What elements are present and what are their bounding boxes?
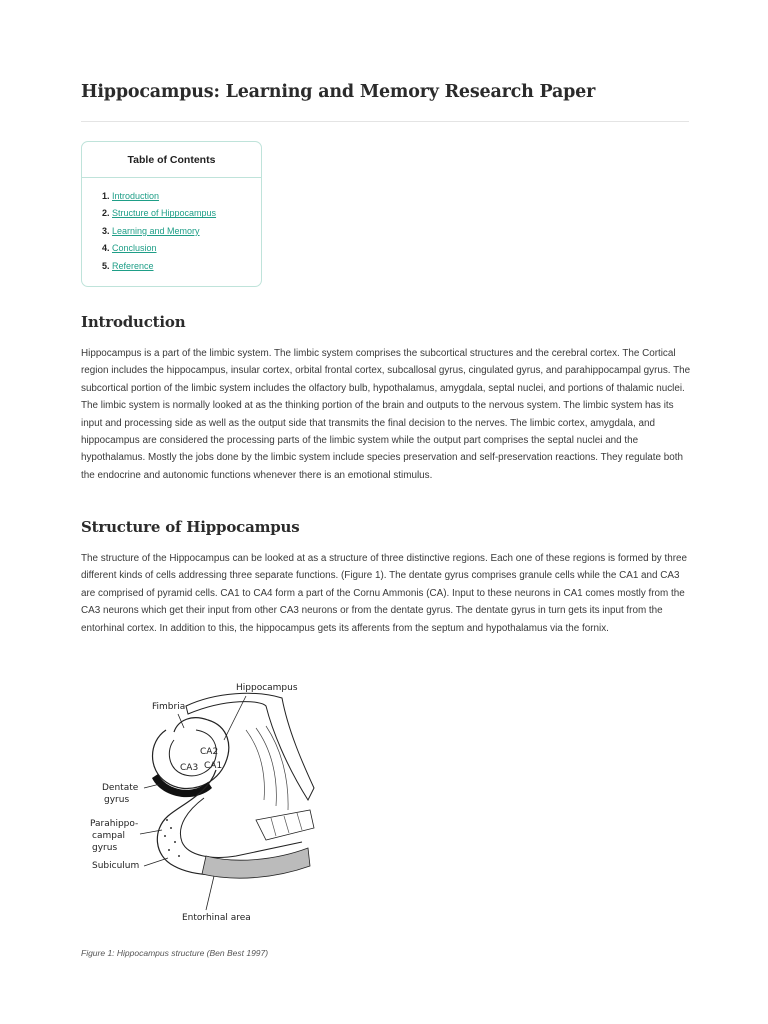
label-ca1: CA1 (204, 761, 223, 771)
label-hippocampus: Hippocampus (236, 683, 298, 693)
entorhinal-stipple (202, 848, 310, 878)
toc-link-reference[interactable]: Reference (112, 260, 154, 271)
figure-caption: Figure 1: Hippocampus structure (Ben Best 1997) (81, 948, 269, 958)
cortex-hatching (246, 726, 288, 810)
toc-item (112, 205, 261, 222)
leader-entorhinal (206, 876, 214, 910)
leader-subiculum (144, 858, 168, 866)
hippocampus-diagram (90, 670, 336, 935)
label-entorhinal: Entorhinal area (182, 913, 251, 923)
label-fimbria: Fimbria (152, 702, 186, 712)
toc-heading: Table of Contents (82, 142, 261, 178)
toc-item (112, 240, 261, 257)
article-title: Hippocampus: Learning and Memory Research Paper (81, 82, 596, 102)
diagonal-band (256, 810, 314, 840)
stipple-dots (164, 820, 180, 856)
toc-link-conclusion[interactable]: Conclusion (112, 243, 157, 254)
label-dentate-2: gyrus (104, 795, 130, 805)
toc-link-structure[interactable]: Structure of Hippocampus (112, 208, 217, 219)
section-heading-introduction: Introduction (81, 313, 186, 331)
label-dentate-1: Dentate (102, 783, 139, 793)
toc-list (82, 178, 261, 275)
label-ca3: CA3 (180, 763, 199, 773)
structure-paragraph: The structure of the Hippocampus can be looked at as a structure of three distinctive regions. Each one of these regions is formed by three different kinds of cells addressing three separate functions. (Figure 1). The dentate gyrus comprises granule cells while the CA1 and CA3 are comprised of pyramid cells. CA1 to CA4 form a part of the Cornu Ammonis (CA). Input to these neurons in CA1 comes mostly from the CA3 neurons which get their input from other CA3 neurons or from the dentate gyrus. The dentate gyrus in turn gets its input from the entorhinal cortex. In addition to this, the hippocampus gets its afferents from the septum and hypothalamus via the fornix. (81, 553, 687, 634)
toc-link-introduction[interactable]: Introduction (112, 191, 160, 201)
label-parahippo-3: gyrus (92, 843, 118, 853)
section-heading-structure: Structure of Hippocampus (81, 518, 300, 536)
label-parahippo-2: campal (92, 831, 125, 841)
toc-link-learning-memory[interactable]: Learning and Memory (112, 225, 200, 236)
introduction-paragraph: Hippocampus is a part of the limbic system. The limbic system comprises the subcortical structures and the cerebral cortex. The Cortical region includes the hippocampus, insular cortex, orbital frontal cortex, subcallosal gyrus, cingulated gyrus, and parahippocampal gyrus. The subcortical portion of the limbic system includes the olfactory bulb, hypothalamus, amygdala, septal nuclei, and portions of thalamic nuclei. The limbic system is normally looked at as the thinking portion of the brain and outputs to the nervous system. The limbic system has its input and processing side as well as the output side that transmits the final decision to the nerves. The limbic cortex, amygdala, and hippocampus are considered the processing parts of the limbic system while the output part comprises the septal nuclei and the hypothalamus. Mostly the jobs done by the limbic system include species preservation and self-preservation reactions. They regulate both the endocrine and autonomic functions whenever there is an emotional stimulus. (81, 348, 691, 481)
toc-item (112, 188, 261, 205)
parahippocampal-inner (180, 798, 302, 857)
label-subiculum: Subiculum (92, 861, 140, 871)
table-of-contents (81, 141, 262, 287)
leader-parahippo (140, 830, 162, 834)
leader-dentate (144, 784, 160, 788)
label-ca2: CA2 (200, 747, 219, 757)
toc-item (112, 258, 261, 275)
title-divider (81, 121, 689, 122)
label-parahippo-1: Parahippo- (90, 819, 139, 829)
toc-item (112, 223, 261, 240)
